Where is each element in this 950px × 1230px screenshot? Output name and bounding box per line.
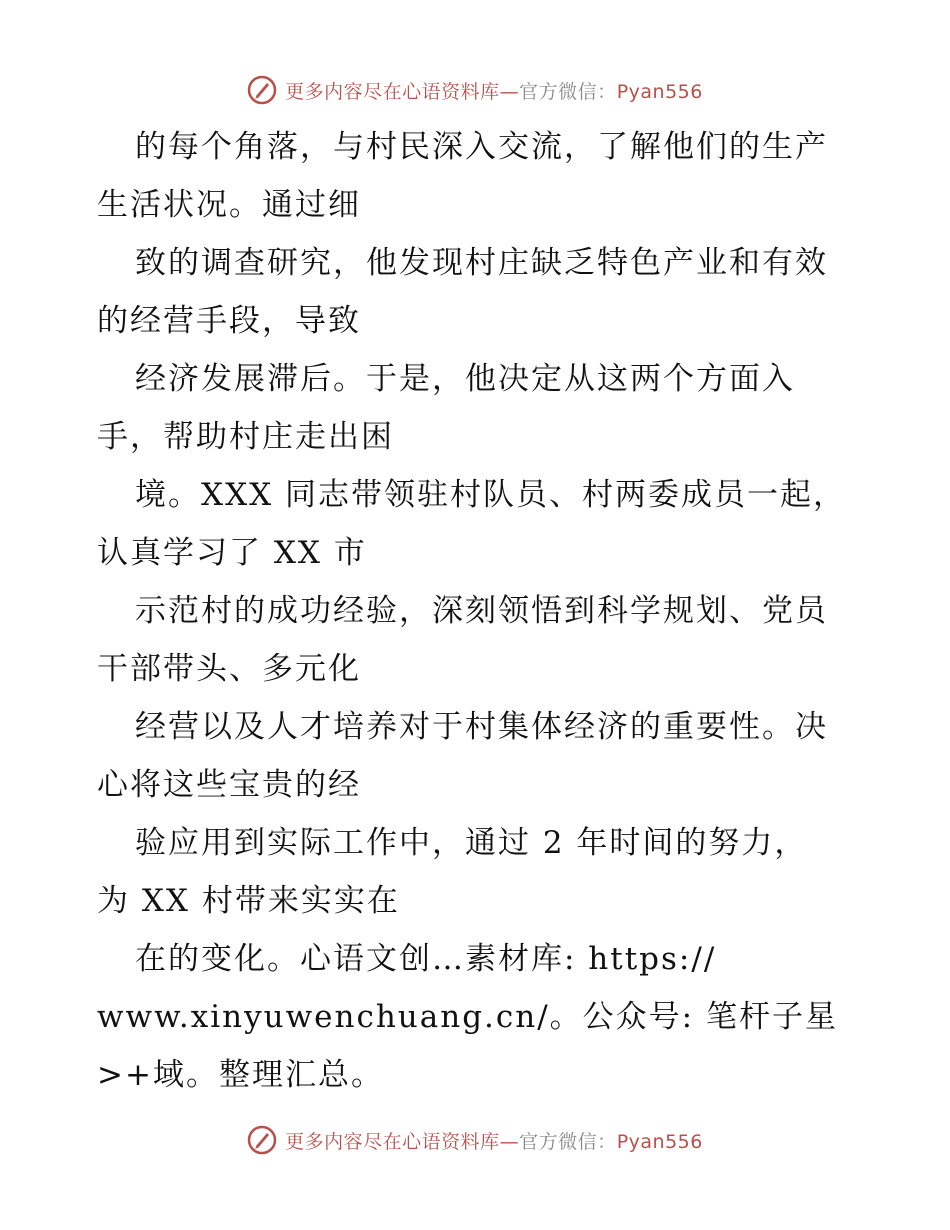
watermark-sep: — (499, 1130, 520, 1153)
text-line: 为 XX 村带来实实在 (97, 883, 400, 919)
text-line: 境。XXX 同志带领驻村队员、村两委成员一起， (135, 477, 847, 513)
text-line: 的每个角落，与村民深入交流，了解他们的生产 (135, 129, 828, 165)
text-line: 在的变化。心语文创…素材库: https:// (135, 941, 717, 977)
header-watermark (0, 70, 950, 110)
watermark-wechat-id: Pyan556 (616, 80, 703, 103)
text-line: 认真学习了 XX 市 (97, 535, 367, 571)
footer-watermark (0, 1120, 950, 1160)
text-line: 干部带头、多元化 (97, 651, 361, 687)
text-line: 示范村的成功经验，深刻领悟到科学规划、党员 (135, 593, 828, 629)
text-line: 致的调查研究，他发现村庄缺乏特色产业和有效 (135, 245, 828, 281)
quill-logo-icon (247, 1125, 277, 1155)
watermark-text (285, 1127, 703, 1154)
brand (247, 1125, 703, 1155)
document-body (97, 118, 857, 1104)
text-line: 生活状况。通过细 (97, 187, 361, 223)
text-line: www.xinyuwenchuang.cn/。公众号: 笔杆子星 (97, 999, 838, 1035)
watermark-text (285, 77, 703, 104)
watermark-wechat-label: 官方微信： (519, 80, 617, 103)
text-line: 验应用到实际工作中，通过 2 年时间的努力， (135, 825, 808, 861)
text-line: 经营以及人才培养对于村集体经济的重要性。决 (135, 709, 828, 745)
text-line: 的经营手段，导致 (97, 303, 361, 339)
watermark-wechat-label: 官方微信： (519, 1130, 617, 1153)
watermark-wechat-id: Pyan556 (616, 1130, 703, 1153)
watermark-sep: — (499, 80, 520, 103)
text-line: 手，帮助村庄走出困 (97, 419, 394, 455)
quill-logo-icon (247, 75, 277, 105)
text-line: >+域。整理汇总。 (97, 1057, 384, 1093)
watermark-main: 更多内容尽在心语资料库 (285, 80, 500, 103)
watermark-main: 更多内容尽在心语资料库 (285, 1130, 500, 1153)
text-line: 心将这些宝贵的经 (97, 767, 361, 803)
brand (247, 75, 703, 105)
text-line: 经济发展滞后。于是，他决定从这两个方面入 (135, 361, 795, 397)
